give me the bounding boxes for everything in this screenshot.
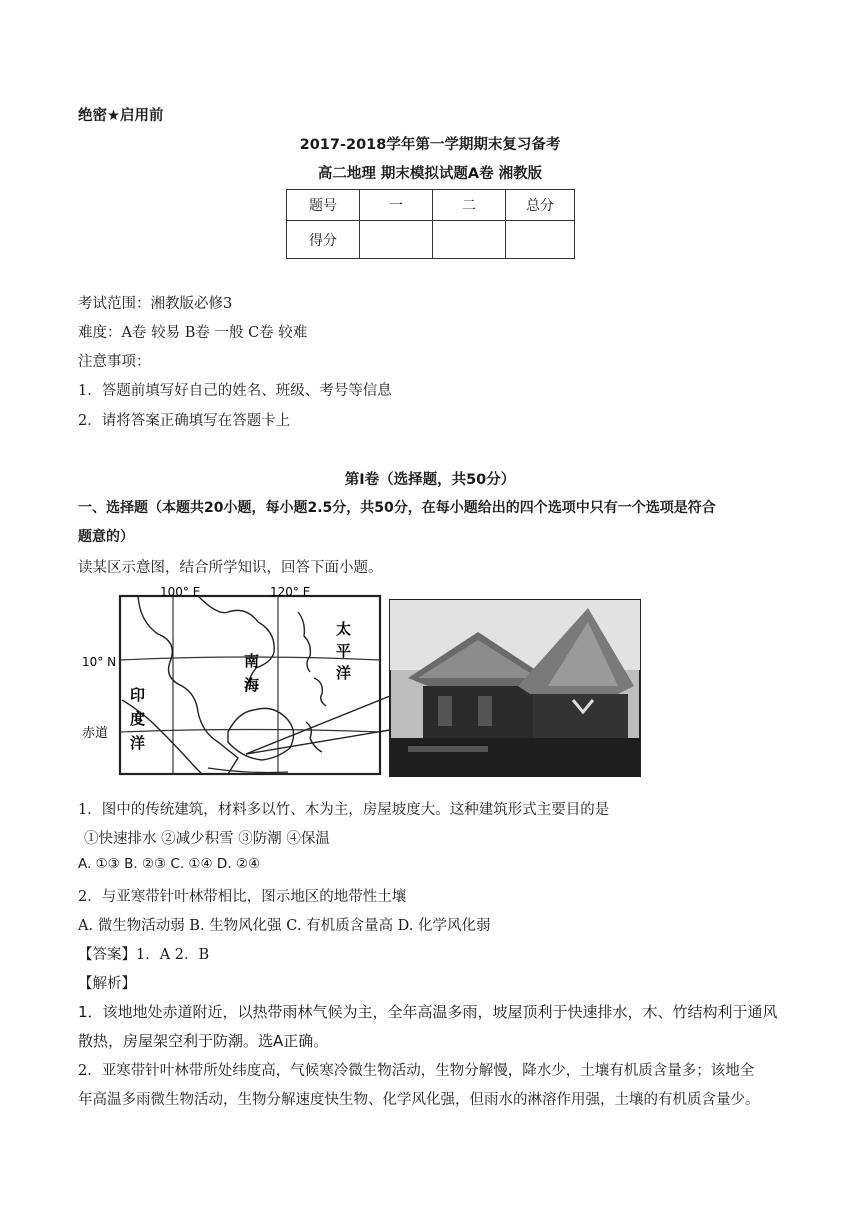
question-text: 1．图中的传统建筑，材料多以竹、木为主，房屋坡度大。这种建筑形式主要目的是 xyxy=(78,802,610,818)
ocean-label: 度 xyxy=(130,710,146,728)
answer-label: 【答案】1．A 2．B xyxy=(78,947,210,963)
section-title: 第I卷（选择题，共50分） xyxy=(344,472,516,488)
equator-label: 赤道 xyxy=(82,726,109,741)
note-item: 2．请将答案正确填写在答题卡上 xyxy=(78,413,291,429)
analysis-text: 2．亚寒带针叶林带所处纬度高，气候寒冷微生物活动，生物分解慢，降水少，土壤有机质含量多；该地全 xyxy=(78,1063,755,1079)
ocean-label: 洋 xyxy=(130,734,146,752)
score-cell xyxy=(433,221,506,259)
analysis-text: 年高温多雨微生物活动，生物分解速度快生物、化学风化强，但雨水的淋溶作用强，土壤的有机质含量少。 xyxy=(78,1092,760,1108)
ocean-label: 洋 xyxy=(336,664,352,682)
ocean-label: 平 xyxy=(336,642,352,660)
question-options: A. 微生物活动弱 B. 生物风化强 C. 有机质含量高 D. 化学风化弱 xyxy=(78,918,491,934)
question-prompt: 读某区示意图，结合所学知识，回答下面小题。 xyxy=(78,560,383,576)
question-text: 2．与亚寒带针叶林带相比，图示地区的地带性土壤 xyxy=(78,889,407,905)
sea-label: 南 xyxy=(244,652,260,670)
section-instruction: 一、选择题（本题共20小题，每小题2.5分，共50分，在每小题给出的四个选项中只有一个选项是符合 xyxy=(78,500,716,516)
lat-label: 10° N xyxy=(82,655,117,669)
score-cell: 二 xyxy=(433,190,506,221)
analysis-text: 散热，房屋架空利于防潮。选A正确。 xyxy=(78,1032,329,1050)
question-items: ①快速排水 ②减少积雪 ③防潮 ④保温 xyxy=(84,831,330,847)
doc-title: 2017-2018学年第一学期期末复习备考 xyxy=(299,137,561,153)
note-item: 1．答题前填写好自己的姓名、班级、考号等信息 xyxy=(78,383,392,399)
ocean-label: 太 xyxy=(336,620,352,638)
ocean-label: 印 xyxy=(130,686,146,704)
lon-label: 120° E xyxy=(270,585,311,599)
score-cell: 题号 xyxy=(287,190,360,221)
score-cell xyxy=(360,221,433,259)
question-options: A. ①③ B. ②③ C. ①④ D. ②④ xyxy=(78,856,261,872)
analysis-text: 1．该地地处赤道附近，以热带雨林气候为主，全年高温多雨，坡屋顶利于快速排水，木、竹结构利于通风 xyxy=(78,1003,778,1021)
region-figure xyxy=(78,582,644,790)
exam-scope: 考试范围：湘教版必修3 xyxy=(78,296,233,312)
score-cell: 总分 xyxy=(506,190,575,221)
secret-label: 绝密★启用前 xyxy=(78,108,164,124)
traditional-house-photo xyxy=(390,600,640,776)
analysis-label: 【解析】 xyxy=(78,976,136,992)
sea-label: 海 xyxy=(244,676,260,694)
notes-title: 注意事项： xyxy=(78,354,151,370)
score-cell: 得分 xyxy=(287,221,360,259)
score-cell xyxy=(506,221,575,259)
score-cell: 一 xyxy=(360,190,433,221)
exam-difficulty: 难度：A卷 较易 B卷 一般 C卷 较难 xyxy=(78,325,308,341)
doc-subtitle: 高二地理 期末模拟试题A卷 湘教版 xyxy=(317,166,543,182)
section-instruction: 题意的） xyxy=(78,529,134,545)
score-table xyxy=(286,189,575,259)
lon-label: 100° E xyxy=(160,585,201,599)
